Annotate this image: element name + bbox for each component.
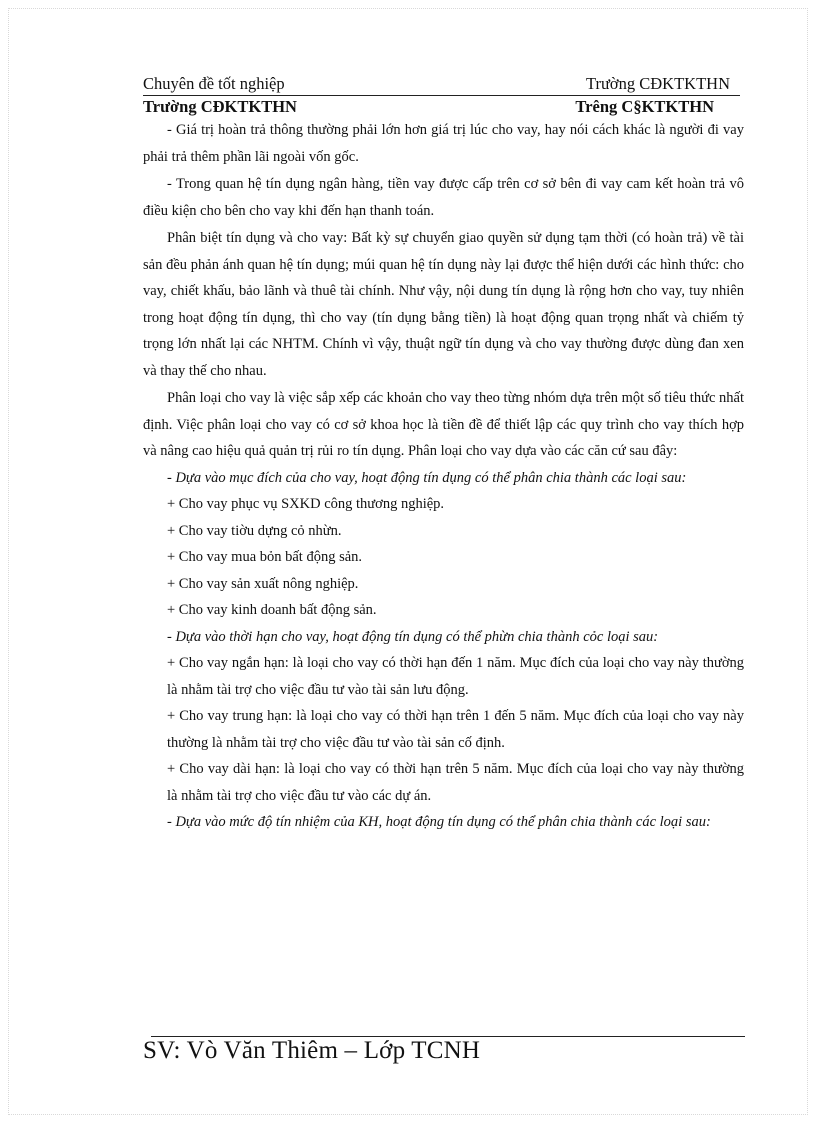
italic-bullet-paragraph: - Dựa vào mục đích của cho vay, hoạt động tín dụng có thể phân chia thành các loại sau: xyxy=(167,469,687,486)
plus-list-item: + Cho vay dài hạn: là loại cho vay có thời hạn trên 5 năm. Mục đích của loại cho vay này thường là nhằm tài trợ cho việc đầu tư vào các dự án. xyxy=(167,761,744,804)
page-footer: SV: Vò Văn Thiêm – Lớp TCNH xyxy=(143,1037,481,1064)
bullet-paragraph: - Trong quan hệ tín dụng ngân hàng, tiền vay được cấp trên cơ sở bên đi vay cam kết hoàn trả vô điều kiện cho bên cho vay khi đến hạn thanh toán. xyxy=(143,176,744,219)
plus-list-item: + Cho vay phục vụ SXKD công thương nghiệp. xyxy=(167,496,445,512)
plus-list-item: + Cho vay trung hạn: là loại cho vay có thời hạn trên 1 đến 5 năm. Mục đích của loại cho vay này thường là nhằm tài trợ cho việc đầu tư vào tài sản cố định. xyxy=(167,708,744,751)
plus-list-item: + Cho vay ngắn hạn: là loại cho vay có thời hạn đến 1 năm. Mục đích của loại cho vay này thường là nhằm tài trợ cho việc đầu tư vào tài sản lưu động. xyxy=(167,655,744,698)
header-document-title: Chuyên đề tốt nghiệp xyxy=(143,74,285,93)
body-paragraph: Phân loại cho vay là việc sắp xếp các khoản cho vay theo từng nhóm dựa trên một số tiêu thức nhất định. Việc phân loại cho vay có cơ sở khoa học là tiền đề để thiết lập các quy trình cho vay thích hợp và nâng cao hiệu quả quản trị rủi ro tín dụng. Phân loại cho vay dựa vào các căn cứ sau đây: xyxy=(143,390,744,459)
italic-bullet-paragraph: - Dựa vào mức độ tín nhiệm của KH, hoạt động tín dụng có thể phân chia thành các loại sau: xyxy=(167,814,711,830)
running-header xyxy=(143,74,740,96)
subheader-school-right: Trêng C§KTKTHN xyxy=(575,97,714,116)
plus-list-item: + Cho vay tiờu dựng cỏ nhừn. xyxy=(167,522,342,539)
header-school-name: Trường CĐKTKTHN xyxy=(585,74,730,93)
plus-list-item: + Cho vay sản xuất nông nghiệp. xyxy=(167,575,359,592)
running-subheader xyxy=(143,97,740,117)
bullet-paragraph: - Giá trị hoàn trả thông thường phải lớn hơn giá trị lúc cho vay, hay nói cách khác là người đi vay phải trả thêm phần lãi ngoài vốn gốc. xyxy=(143,122,744,165)
subheader-school-left: Trường CĐKTKTHN xyxy=(143,97,297,116)
plus-list-item: + Cho vay kinh doanh bất động sản. xyxy=(167,602,377,618)
italic-bullet-paragraph: - Dựa vào thời hạn cho vay, hoạt động tín dụng có thể phừn chia thành cỏc loại sau: xyxy=(167,628,659,645)
body-paragraph: Phân biệt tín dụng và cho vay: Bất kỳ sự chuyển giao quyền sử dụng tạm thời (có hoàn trả) về tài sản đều phản ánh quan hệ tín dụng; múi quan hệ tín dụng này lại được thể hiện dưới các hình thức: cho vay, chiết khấu, bảo lãnh và thuê tài chính. Như vậy, nội dung tín dụng là rộng hơn cho vay, tuy nhiên trong hoạt động tín dụng, thì cho vay (tín dụng bằng tiền) là hoạt động quan trọng nhất và chiếm tỷ trọng lớn nhất lại các NHTM. Chính vì vậy, thuật ngữ tín dụng và cho vay thường được dùng đan xen và thay thế cho nhau. xyxy=(143,230,744,379)
plus-list-item: + Cho vay mua bỏn bất động sản. xyxy=(167,549,363,565)
document-body xyxy=(143,117,744,836)
